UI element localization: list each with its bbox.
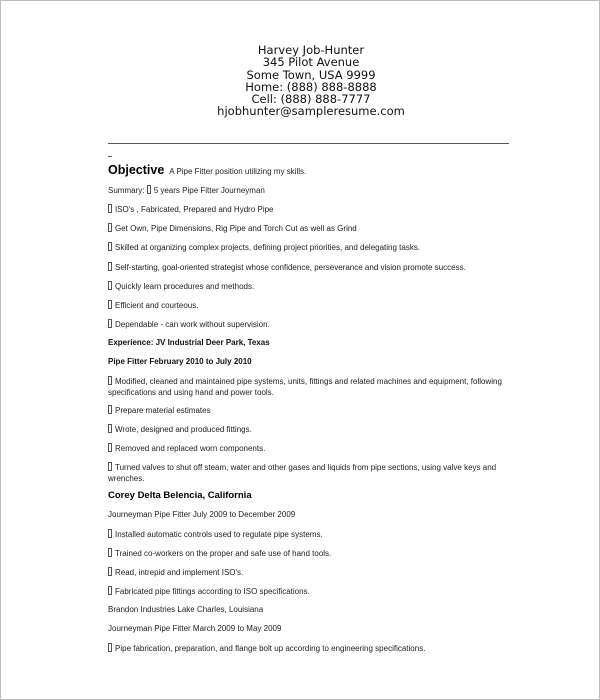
experience-bullet: [108, 443, 265, 455]
bullet-text: Trained co-workers on the proper and safe use of hand tools.: [115, 549, 332, 558]
experience-role: Journeyman Pipe Fitter July 2009 to December 2009: [108, 510, 296, 519]
city-state-zip: Some Town, USA 9999: [246, 67, 376, 82]
bullet-icon: [108, 319, 112, 328]
experience-bullet: [108, 586, 310, 598]
street-address: 345 Pilot Avenue: [262, 55, 360, 70]
summary-bullet: [108, 223, 357, 235]
bullet-text: Skilled at organizing complex projects, defining project priorities, and delegating tasks.: [115, 243, 421, 252]
horizontal-divider: [108, 135, 509, 157]
experience-company: Brandon Industries Lake Charles, Louisiana: [108, 605, 264, 614]
bullet-icon: [108, 567, 112, 576]
bullet-icon: [108, 376, 112, 385]
applicant-name: Harvey Job-Hunter: [257, 43, 365, 57]
summary-bullet: [108, 204, 274, 216]
summary-bullet: [108, 281, 254, 293]
bullet-text: ISO's , Fabricated, Prepared and Hydro Pipe: [115, 205, 274, 214]
bullet-text: Installed automatic controls used to regulate pipe systems.: [115, 530, 323, 539]
experience-company: Experience: JV Industrial Deer Park, Texas: [108, 338, 270, 347]
bullet-icon: [108, 424, 112, 433]
experience-bullet: [108, 424, 252, 436]
summary-bullet: [108, 319, 270, 331]
bullet-icon: [108, 586, 112, 595]
bullet-icon: [108, 262, 112, 271]
bullet-text: Fabricated pipe fittings according to ISO specifications.: [115, 587, 310, 596]
bullet-icon: [108, 405, 112, 414]
bullet-icon: [108, 281, 112, 290]
experience-bullet: [108, 643, 425, 655]
summary-bullet: [108, 300, 198, 312]
bullet-icon: [147, 185, 151, 194]
summary-text: 5 years Pipe Fitter Journeyman: [153, 186, 265, 195]
contact-header: [1, 44, 600, 118]
experience-bullet: [108, 529, 323, 541]
bullet-text: Dependable - can work without supervision.: [115, 320, 270, 329]
bullet-icon: [108, 462, 112, 471]
bullet-text: Removed and replaced worn components.: [115, 444, 266, 453]
cell-phone: Cell: (888) 888-7777: [251, 92, 371, 107]
summary-bullet: [108, 242, 420, 254]
bullet-icon: [108, 242, 112, 251]
experience-bullet: [108, 462, 518, 484]
divider-dash: [108, 156, 112, 157]
bullet-icon: [108, 223, 112, 232]
bullet-text: Read, intrepid and implement ISO's.: [115, 568, 244, 577]
bullet-text: Self-starting, goal-oriented strategist whose confidence, perseverance and vision promote success.: [115, 263, 466, 272]
objective-heading: Objective: [108, 163, 165, 177]
bullet-text: Modified, cleaned and maintained pipe systems, units, fittings and related machines and equipment, following specifications and using hand and power tools.: [108, 377, 502, 397]
experience-role: Pipe Fitter February 2010 to July 2010: [108, 357, 252, 366]
experience-bullet: [108, 548, 331, 560]
bullet-text: Wrote, designed and produced fittings.: [115, 425, 252, 434]
experience-company: Corey Delta Belencia, California: [108, 490, 252, 501]
bullet-icon: [108, 529, 112, 538]
bullet-text: Turned valves to shut off steam, water and other gases and liquids from pipe sections, using valve keys and wrenches.: [108, 463, 497, 483]
divider-line: [108, 143, 509, 144]
bullet-text: Efficient and courteous.: [115, 301, 199, 310]
experience-bullet: [108, 567, 243, 579]
bullet-text: Get Own, Pipe Dimensions, Rig Pipe and Torch Cut as well as Grind: [115, 224, 357, 233]
home-phone: Home: (888) 888-8888: [245, 79, 377, 94]
bullet-icon: [108, 548, 112, 557]
summary-line: [108, 185, 265, 197]
bullet-icon: [108, 300, 112, 309]
bullet-icon: [108, 204, 112, 213]
bullet-icon: [108, 643, 112, 652]
experience-bullet: [108, 376, 518, 398]
bullet-text: Prepare material estimates: [115, 406, 211, 415]
bullet-text: Pipe fabrication, preparation, and flange bolt up according to engineering specifications.: [115, 644, 426, 653]
objective-text: A Pipe Fitter position utilizing my skills.: [169, 167, 307, 176]
experience-role: Journeyman Pipe Fitter March 2009 to May 2009: [108, 624, 282, 633]
email-address: hjobhunter@sampleresume.com: [217, 104, 405, 119]
summary-label: Summary:: [108, 186, 145, 195]
bullet-text: Quickly learn procedures and methods.: [115, 282, 255, 291]
bullet-icon: [108, 443, 112, 452]
experience-bullet: [108, 405, 211, 417]
summary-bullet: [108, 262, 466, 274]
objective-section: [108, 165, 306, 178]
